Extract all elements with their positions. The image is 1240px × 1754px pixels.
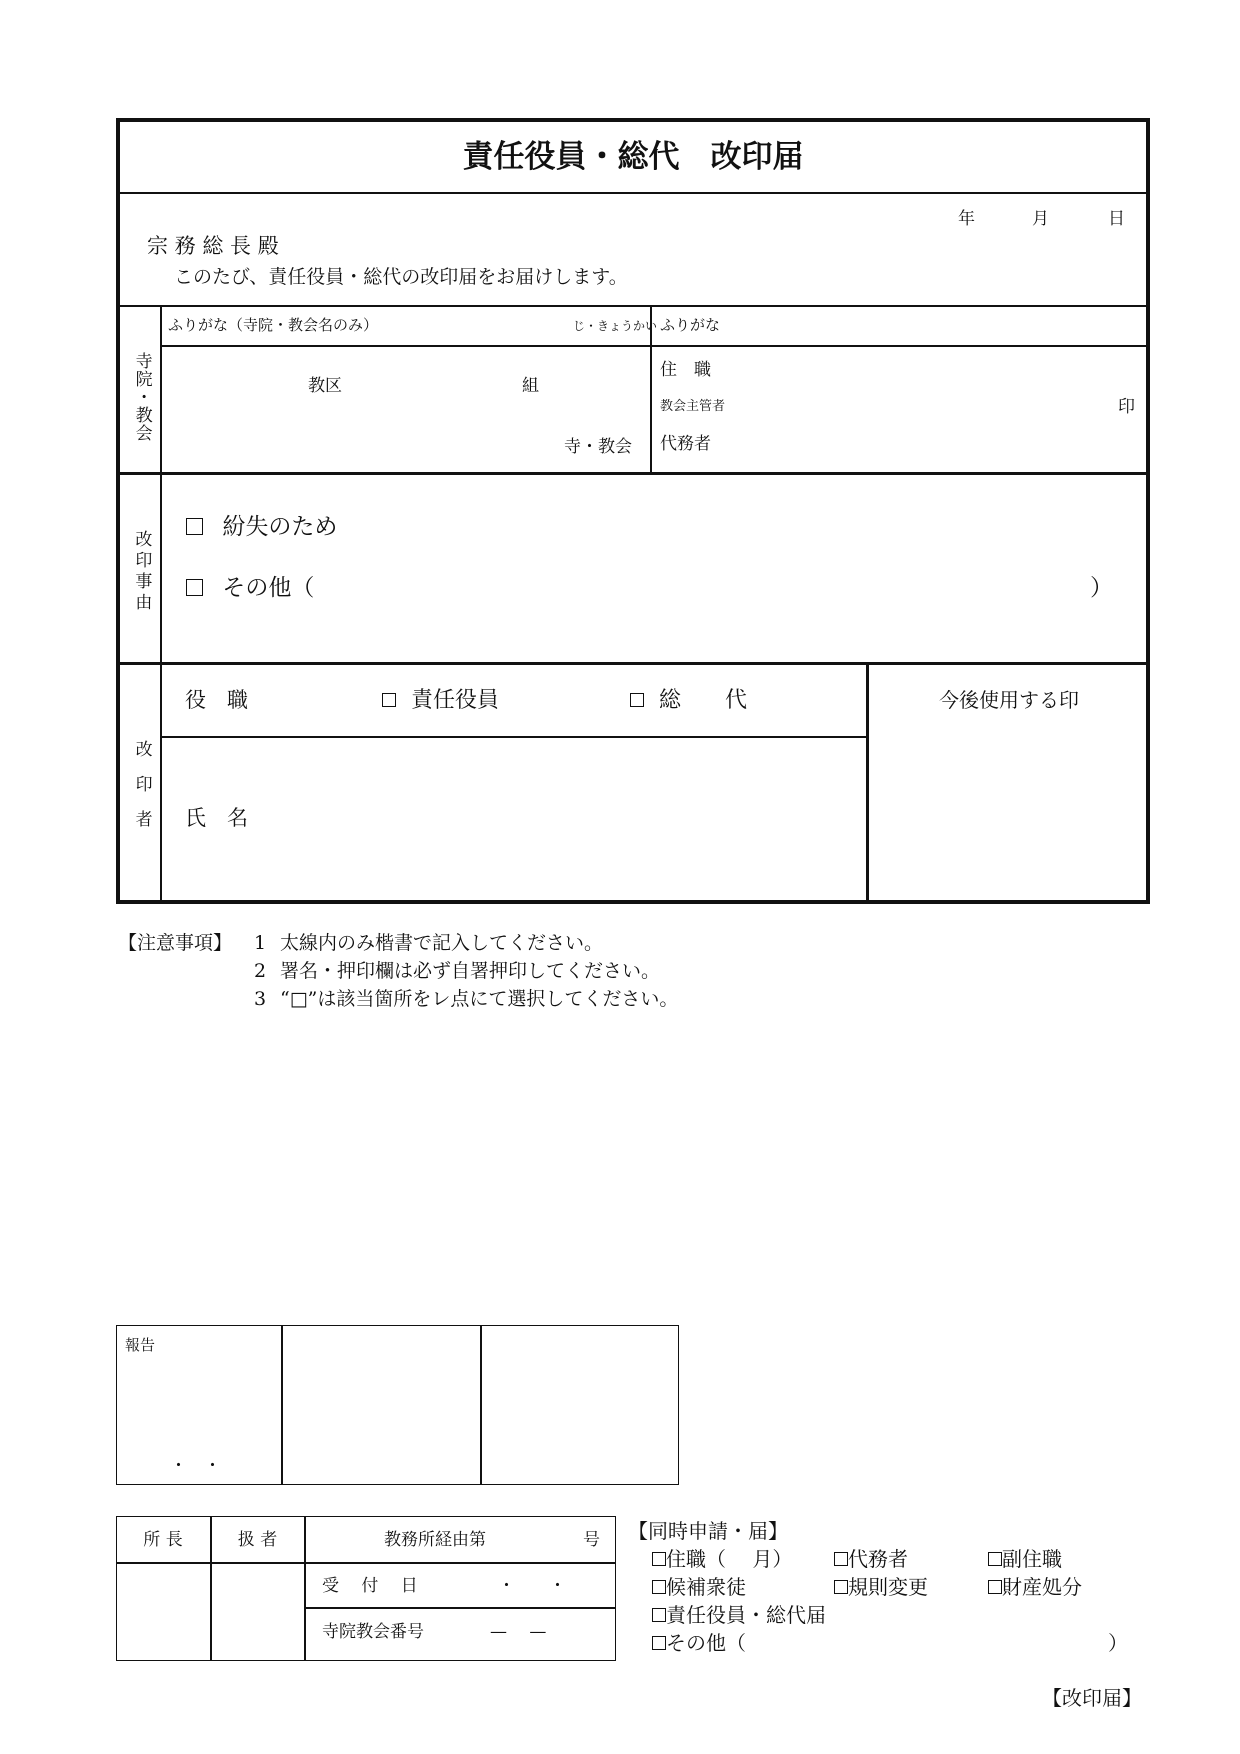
checkbox-icon[interactable] — [988, 1580, 1002, 1594]
note-number: 1 — [254, 932, 267, 954]
uketsuke-label: 受 付 日 — [322, 1576, 418, 1596]
jushoku-label: 住 職 — [660, 360, 711, 380]
sim-option-zaisan[interactable]: 財産処分 — [988, 1577, 1082, 1597]
report-date-dots: ・ ・ — [170, 1456, 221, 1476]
simultaneous-header: 【同時申請・届】 — [628, 1519, 788, 1543]
sim-option-kohoshuto[interactable]: 候補衆徒 — [652, 1577, 746, 1597]
daimusha-label: 代務者 — [660, 434, 711, 454]
checkbox-icon[interactable] — [186, 518, 203, 535]
checkbox-icon[interactable] — [834, 1552, 848, 1566]
reason-side-label: 改印事由 — [131, 530, 152, 614]
note-text: “□”は該当箇所をレ点にて選択してください。 — [280, 988, 679, 1010]
tera-label: 寺・教会 — [564, 437, 632, 457]
furigana-ji-label: じ・きょうかい — [573, 319, 658, 333]
role-option-sekinin[interactable]: 責任役員 — [382, 690, 499, 712]
sim-option-kisoku[interactable]: 規則変更 — [834, 1577, 928, 1597]
report-label: 報告 — [125, 1336, 156, 1354]
checkbox-icon[interactable] — [652, 1608, 666, 1622]
furigana-left-label: ふりがな（寺院・教会名のみ） — [168, 316, 379, 334]
sim-option-sekinin-sodai[interactable]: 責任役員・総代届 — [652, 1605, 826, 1625]
checkbox-icon[interactable] — [834, 1580, 848, 1594]
checkbox-icon[interactable] — [652, 1636, 666, 1650]
atsukaisha-label: 扱 者 — [237, 1530, 278, 1550]
date-month: 月 — [1032, 209, 1049, 229]
notes-header: 【注意事項】 — [118, 932, 233, 954]
name-label: 氏 名 — [185, 806, 248, 830]
footer-tag: 【改印届】 — [1042, 1686, 1142, 1710]
reason-close-paren: ） — [1090, 575, 1113, 601]
checkbox-icon[interactable] — [652, 1580, 666, 1594]
checkbox-icon[interactable] — [186, 579, 203, 596]
shukansha-label: 教会主管者 — [660, 399, 726, 414]
addressee: 宗 務 総 長 殿 — [147, 234, 279, 258]
note-text: 太線内のみ楷書で記入してください。 — [280, 932, 604, 954]
reason-option-lost[interactable]: 紛失のため — [186, 516, 337, 539]
keiyu-label: 教務所経由第 — [384, 1530, 486, 1550]
intro-text: このたび、責任役員・総代の改印届をお届けします。 — [174, 266, 628, 288]
sim-option-jushoku[interactable]: 住職（ 月） — [652, 1549, 792, 1569]
seal-box-label: 今後使用する印 — [939, 688, 1079, 712]
sim-option-daimusha[interactable]: 代務者 — [834, 1549, 908, 1569]
bango-label: 寺院教会番号 — [322, 1622, 424, 1642]
role-option-sodai[interactable]: 総 代 — [630, 690, 747, 712]
sim-other-close: ） — [1108, 1631, 1128, 1655]
kyoku-label: 教区 — [308, 376, 342, 396]
role-label: 役 職 — [185, 688, 248, 712]
date-day: 日 — [1108, 209, 1125, 229]
person-side-label: 改印者 — [131, 740, 152, 845]
bango-dash: — — — [490, 1622, 547, 1642]
checkbox-icon[interactable] — [652, 1552, 666, 1566]
reason-option-other[interactable]: その他（ — [186, 577, 314, 600]
checkbox-icon[interactable] — [630, 693, 644, 707]
temple-side-label: 寺院・教会 — [131, 352, 152, 442]
go-label: 号 — [583, 1530, 600, 1550]
seal-in-label: 印 — [1118, 397, 1135, 417]
shocho-label: 所 長 — [143, 1530, 183, 1550]
furigana-right-label: ふりがな — [660, 316, 721, 334]
checkbox-icon[interactable] — [382, 693, 396, 707]
checkbox-icon[interactable] — [988, 1552, 1002, 1566]
uketsuke-dots: ・ ・ — [498, 1576, 566, 1596]
form-title: 責任役員・総代 改印届 — [462, 139, 804, 175]
note-number: 2 — [254, 960, 267, 982]
note-number: 3 — [254, 988, 267, 1010]
date-year: 年 — [958, 209, 975, 229]
note-text: 署名・押印欄は必ず自署押印してください。 — [280, 960, 661, 982]
kumi-label: 組 — [522, 376, 539, 396]
sim-option-fukujushoku[interactable]: 副住職 — [988, 1549, 1062, 1569]
sim-option-other[interactable]: その他（ — [652, 1633, 746, 1653]
